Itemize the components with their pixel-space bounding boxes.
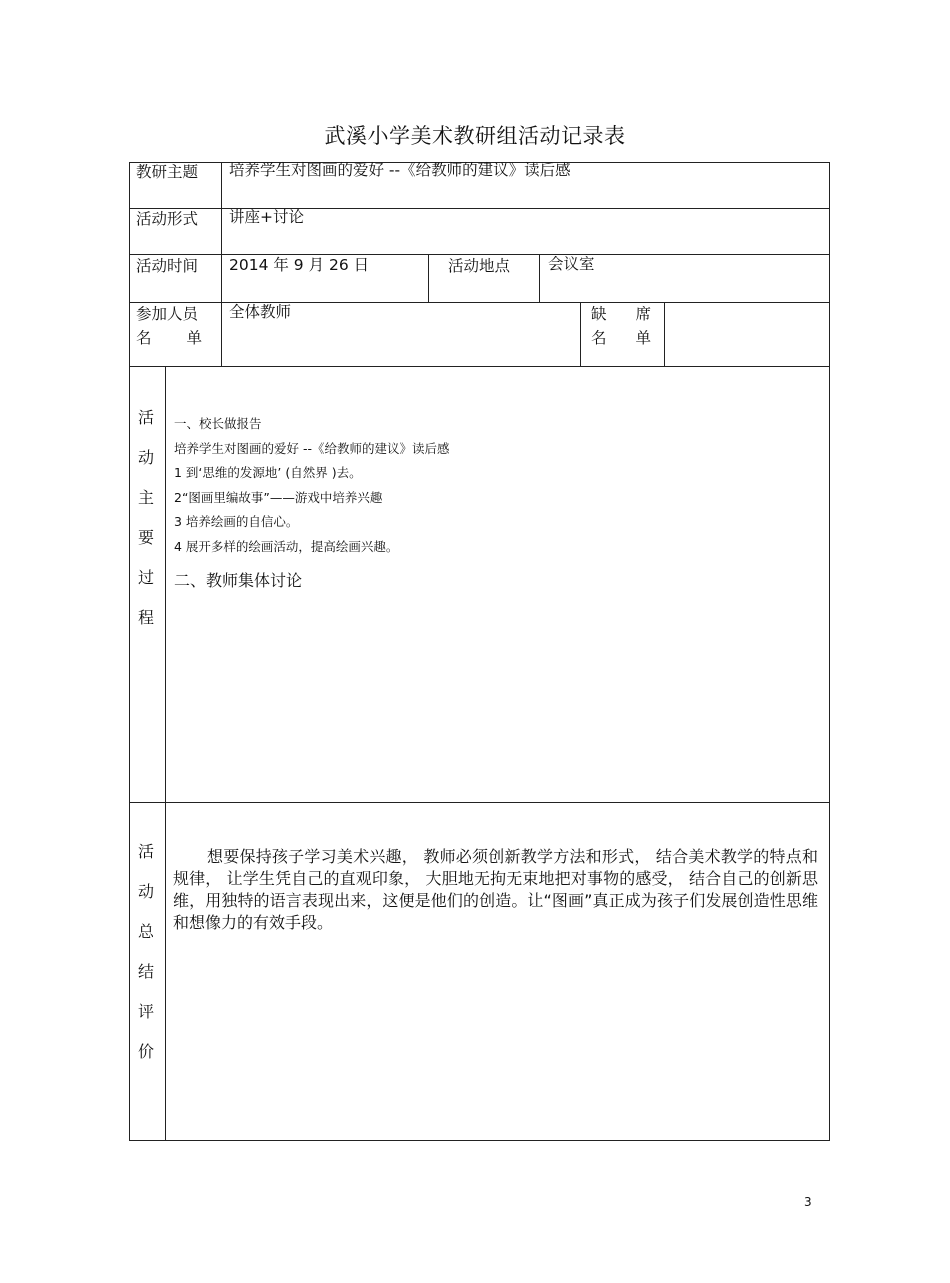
- side-label-char: 主: [137, 488, 154, 507]
- absent-label-line1: [591, 304, 651, 324]
- cell-divider: [664, 302, 665, 367]
- process-line: 2“图画里编故事”——游戏中培养兴趣: [174, 489, 383, 505]
- participants-label-line1: 参加人员: [136, 305, 199, 323]
- process-side-label: [131, 408, 161, 648]
- page-number: 3: [804, 1195, 812, 1209]
- process-content: [174, 414, 450, 596]
- time-value: 2014 年 9 月 26 日: [229, 256, 370, 274]
- topic-label: 教研主题: [136, 163, 199, 181]
- form-label: 活动形式: [136, 210, 199, 228]
- summary-side-label: [131, 842, 161, 1082]
- cell-divider: [580, 302, 581, 367]
- absent-label-char: 席: [635, 305, 651, 323]
- process-line: 培养学生对图画的爱好 --《给教师的建议》读后感: [174, 440, 450, 456]
- absent-label-char: 名: [591, 329, 607, 347]
- side-label-char: 评: [137, 1002, 154, 1021]
- cell-divider: [428, 254, 429, 303]
- side-label-char: 过: [137, 568, 154, 587]
- participants-label-line2: [136, 328, 202, 348]
- side-label-char: 价: [137, 1042, 154, 1061]
- topic-value: 培养学生对图画的爱好 --《给教师的建议》读后感: [229, 161, 571, 179]
- table-border-bottom: [129, 1140, 830, 1141]
- cell-divider: [539, 254, 540, 303]
- absent-label-char: 单: [635, 329, 651, 347]
- label-column-divider: [221, 162, 222, 367]
- side-label-char: 活: [137, 842, 154, 861]
- place-label: 活动地点: [448, 257, 511, 275]
- side-label-char: 活: [137, 408, 154, 427]
- side-label-char: 总: [137, 922, 154, 941]
- participants-label-char: 名: [136, 329, 152, 347]
- row-divider: [129, 366, 830, 367]
- absent-label-line2: [591, 328, 651, 348]
- process-line: 一、校长做报告: [174, 416, 262, 431]
- side-label-char: 结: [137, 962, 154, 981]
- side-label-char: 要: [137, 528, 154, 547]
- form-title: 武溪小学美术教研组活动记录表: [324, 124, 626, 148]
- table-border-left: [129, 162, 130, 1141]
- process-line: 1 到‘思维的发源地’ (自然界 )去。: [174, 465, 362, 480]
- side-label-divider: [165, 366, 166, 1141]
- side-label-char: 动: [137, 448, 154, 467]
- row-divider: [129, 802, 830, 803]
- participants-value: 全体教师: [229, 303, 292, 321]
- participants-label-char: 单: [186, 329, 202, 347]
- process-line: 4 展开多样的绘画活动，提高绘画兴趣。: [174, 538, 399, 554]
- side-label-char: 程: [137, 608, 154, 627]
- place-value: 会议室: [548, 255, 595, 273]
- absent-label-char: 缺: [591, 305, 607, 323]
- summary-text: 想要保持孩子学习美术兴趣， 教师必须创新教学方法和形式， 结合美术教学的特点和规律， 让学生凭自己的直观印象， 大胆地无拘无束地把对事物的感受， 结合自己的创新思维，用独特的语言表现出来，这便是他们的创造。让“图画”真正成为孩子们发展创造性思维和想像力的有效手段。: [173, 847, 818, 932]
- time-label: 活动时间: [136, 257, 199, 275]
- side-label-char: 动: [137, 882, 154, 901]
- process-section-heading: 二、教师集体讨论: [174, 571, 303, 590]
- process-line: 3 培养绘画的自信心。: [174, 514, 299, 529]
- table-border-right: [829, 162, 830, 1141]
- form-value: 讲座+讨论: [229, 208, 304, 226]
